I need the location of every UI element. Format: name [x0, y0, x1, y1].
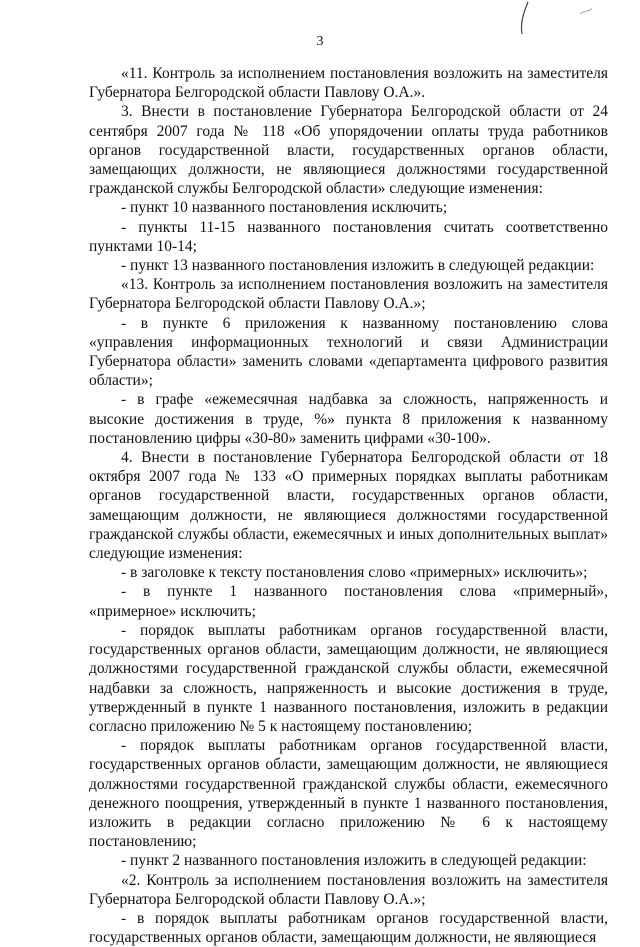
paragraph: - в заголовке к тексту постановления слово «примерных» исключить»;: [121, 564, 588, 582]
pen-stroke-line: [521, 2, 528, 34]
paragraph: «11. Контроль за исполнением постановления возложить на заместителя Губернатора Белгородской области Павлову О.А.».: [89, 65, 608, 102]
paragraph: «13. Контроль за исполнением постановления возложить на заместителя Губернатора Белгородской области Павлову О.А.»;: [89, 276, 608, 313]
paragraph: - в пункте 6 приложения к названному постановлению слова «управления информационных технологий и связи Администрации Губернатора области» заменить словами «департамента цифрового развития области»;: [89, 314, 608, 390]
paragraph: - в графе «ежемесячная надбавка за сложность, напряженность и высокие достижения в труде, %» пункта 8 приложения к названному постановлению цифры «30-80» заменить цифрами «30-100».: [89, 391, 608, 447]
paragraph: - в порядок выплаты работникам органов государственной власти, государственных органов области, замещающим должности, не являющиеся: [89, 909, 608, 947]
paragraph: - порядок выплаты работникам органов государственной власти, государственных органов области, замещающим должности, не являющиеся должностями государственной гражданской службы области, ежемесячного денежного поощрения, утвержденный в пункте 1 названного постановления, изложить в редакции согласно приложению № 6 к настоящему постановлению;: [89, 737, 608, 851]
paragraph: 4. Внести в постановление Губернатора Белгородской области от 18 октября 2007 года № 133 «О примерных порядках выплаты работникам органов государственной власти, государственных органов области, замещающим должности, не являющиеся должностями государственной гражданской службы области, ежемесячных и иных дополнительных выплат» следующие изменения:: [89, 449, 608, 563]
pencil-dot-mark: [580, 8, 592, 14]
paragraph: - пункты 11-15 названного постановления считать соответственно пунктами 10-14;: [89, 218, 608, 255]
pen-stroke-icon: [480, 0, 640, 60]
paragraph: «2. Контроль за исполнением постановления возложить на заместителя Губернатора Белгородской области Павлову О.А.»;: [89, 871, 608, 908]
paragraph: 3. Внести в постановление Губернатора Белгородской области от 24 сентября 2007 года № 118 «Об упорядочении оплаты труда работников органов государственной власти, государственных органов области, замещающих должности, не являющиеся должностями государственной гражданской службы Белгородской области» следующие изменения:: [89, 103, 608, 198]
page-number: 3: [316, 34, 324, 49]
paragraph: - порядок выплаты работникам органов государственной власти, государственных органов области, замещающим должности, не являющиеся должностями государственной гражданской службы области, ежемесячной надбавки за сложность, напряженность и высокие достижения в труде, утвержденный в пункте 1 названного постановления, изложить в редакции согласно приложению № 5 к настоящему постановлению;: [89, 621, 608, 735]
paragraph: - пункт 10 названного постановления исключить;: [121, 199, 448, 217]
paragraph: - в пункте 1 названного постановления слова «примерный», «примерное» исключить;: [89, 583, 608, 620]
paragraph: - пункт 13 названного постановления изложить в следующей редакции:: [121, 257, 595, 275]
document-body: [89, 64, 608, 947]
paragraph: - пункт 2 названного постановления изложить в следующей редакции:: [121, 852, 587, 870]
